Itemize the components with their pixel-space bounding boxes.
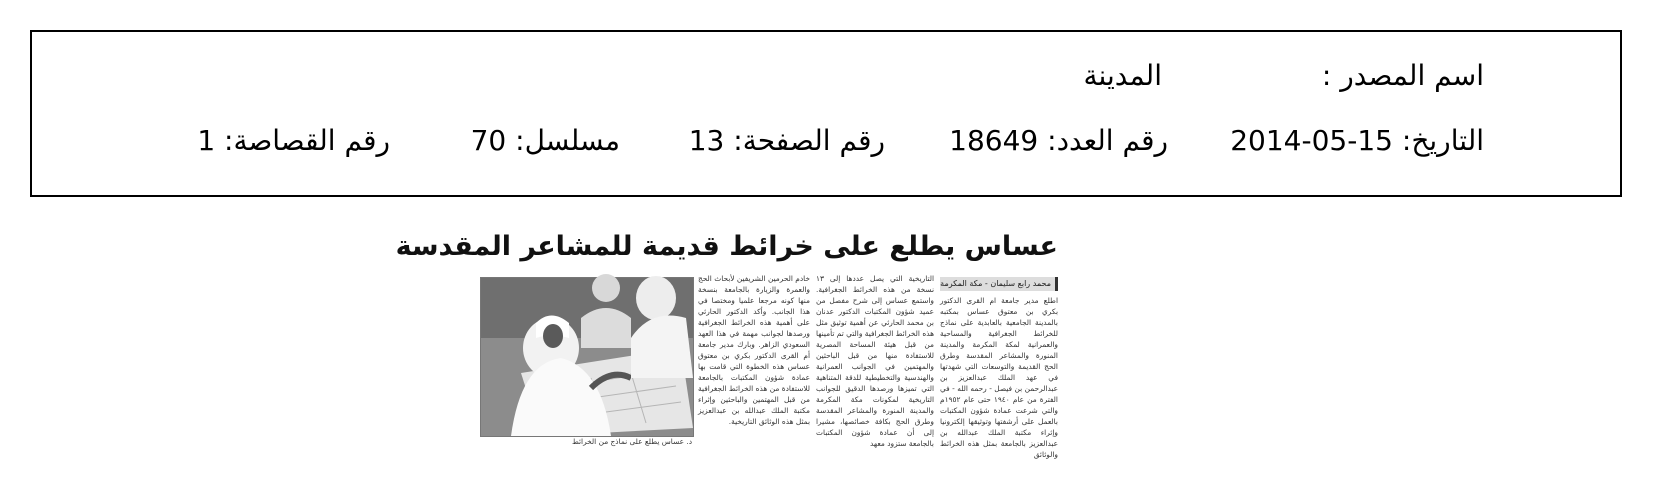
page-number-field: رقم الصفحة: 13 <box>688 124 885 157</box>
article-column-2: التاريخية التي يصل عددها إلى ١٣ نسخة من هذه الخرائط الجغرافية. واستمع عساس إلى شرح مفصل من عميد شؤون المكتبات الدكتور عدنان بن محمد الحارثي عن أهمية توثيق مثل هذه الخرائط الجغرافية والتي تم تأمينها من قبل هيئة المساحة المصرية للاستفادة منها من قبل الباحثين والمهتمين في الجوانب العمرانية والهندسية والتخطيطية للدقة المتناهية التي تميزها ورصدها الدقيق للجوانب التاريخية لمكونات مكة المكرمة والمدينة المنورة والمشاعر المقدسة وطرق الحج بكافة خصائصها، مشيرا إلى أن عمادة شؤون المكتبات بالجامعة ستزود معهد <box>816 274 934 448</box>
source-value: المدينة <box>1083 59 1162 92</box>
clip-number-field: رقم القصاصة: 1 <box>197 124 390 157</box>
article-column-1: اطلع مدير جامعة ام القرى الدكتور بكري بن معتوق عساس بمكتبه بالمدينة الجامعية بالعابدية على نماذج للخرائط الجغرافية والمساحية والعمرانية لمكة المكرمة والمدينة المنورة والمشاعر المقدسة وطرق الحج القديمة والتوسعات التي شهدتها في عهد الملك عبدالعزيز بن عبدالرحمن بن فيصل - رحمه الله - في الفترة من عام ١٩٤٠ حتى عام ١٩٥٢م والتي شرعت عمادة شؤون المكتبات بالعمل على أرشفتها وتوثيقها إلكترونيا وإثراء مكتبة الملك عبدالله بن عبدالعزيز بالجامعة بمثل هذه الخرائط والوثائق <box>940 296 1058 459</box>
photo-caption: د. عساس يطلع على نماذج من الخرائط <box>571 437 692 446</box>
date-field: التاريخ: 15-05-2014 <box>1230 124 1484 157</box>
article-column-3: خادم الحرمين الشريفين لأبحاث الحج والعمرة والزيارة بالجامعة بنسخة منها كونه مرجعا علميا ومختصا في هذا الجانب. وأكد الدكتور الحارثي على أهمية هذه الخرائط الجغرافية ورصدها لجوانب مهمة في هذا العهد السعودي الزاهر. وبارك مدير جامعة أم القرى الدكتور بكري بن معتوق عساس هذه الخطوة التي قامت بها عمادة شؤون المكتبات بالجامعة للاستفادة من هذه الخرائط الجغرافية من قبل المهتمين والباحثين وإثراء مكتبة الملك عبدالله بن عبدالعزيز بمثل هذه الوثائق التاريخية. <box>698 274 810 426</box>
serial-field: مسلسل: 70 <box>470 124 620 157</box>
article-byline: محمد رابع سليمان - مكة المكرمة <box>940 277 1058 291</box>
source-info-box <box>30 30 1622 197</box>
article-headline: عساس يطلع على خرائط قديمة للمشاعر المقدسة <box>395 231 1058 262</box>
issue-number-field: رقم العدد: 18649 <box>949 124 1168 157</box>
newspaper-clipping <box>395 225 1070 459</box>
source-label: اسم المصدر : <box>1321 59 1484 92</box>
article-photo <box>480 277 694 437</box>
